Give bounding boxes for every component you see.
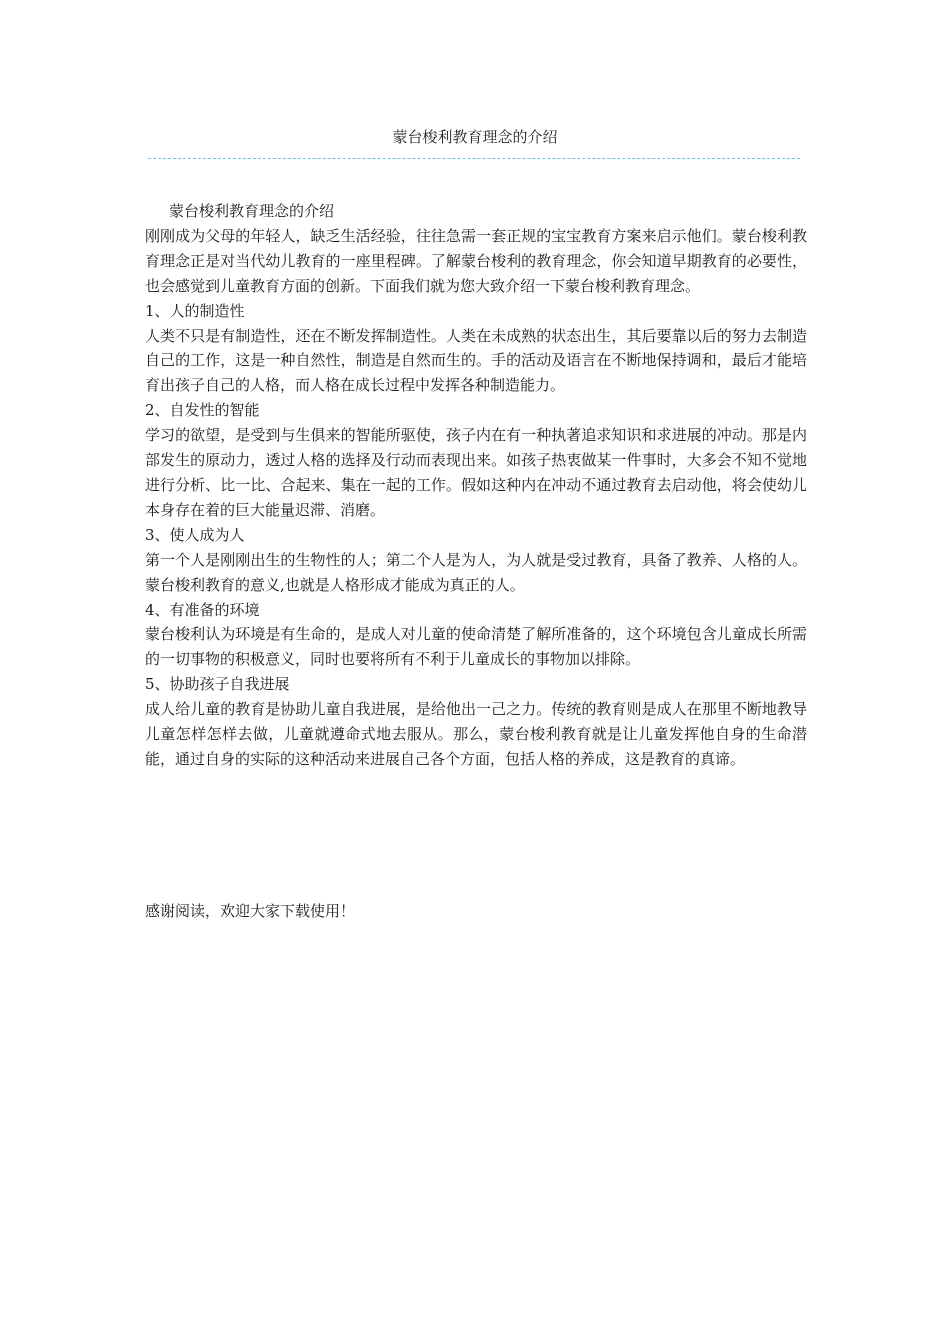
header-dashed-divider	[148, 158, 800, 159]
section-paragraph-4: 蒙台梭利认为环境是有生命的，是成人对儿童的使命清楚了解所准备的，这个环境包含儿童成长所需的一切事物的积极意义，同时也要将所有不利于儿童成长的事物加以排除。	[145, 625, 807, 669]
document-title: 蒙台梭利教育理念的介绍	[169, 202, 335, 220]
section-paragraph-2: 学习的欲望，是受到与生俱来的智能所驱使，孩子内在有一种执著追求知识和求进展的冲动。那是内部发生的原动力，透过人格的选择及行动而表现出来。如孩子热衷做某一件事时，大多会不知不觉地进行分析、比一比、合起来、集在一起的工作。假如这种内在冲动不通过教育去启动他，将会使幼儿本身存在着的巨大能量迟滞、消磨。	[145, 426, 807, 519]
section-heading-1: 1、人的制造性	[145, 301, 245, 320]
section-heading-3: 3、使人成为人	[145, 525, 245, 544]
document-body	[145, 199, 807, 772]
section-heading-2: 2、自发性的智能	[145, 401, 260, 420]
section-heading-4: 4、有准备的环境	[145, 600, 260, 619]
section-paragraph-1: 人类不只是有制造性，还在不断发挥制造性。人类在未成熟的状态出生，其后要靠以后的努力去制造自己的工作，这是一种自然性，制造是自然而生的。手的活动及语言在不断地保持调和，最后才能培育出孩子自己的人格，而人格在成长过程中发挥各种制造能力。	[145, 326, 807, 395]
page-header-title: 蒙台梭利教育理念的介绍	[392, 128, 558, 146]
closing-note: 感谢阅读，欢迎大家下载使用！	[145, 902, 356, 920]
section-heading-5: 5、协助孩子自我进展	[145, 675, 290, 694]
intro-paragraph: 刚刚成为父母的年轻人，缺乏生活经验，往往急需一套正规的宝宝教育方案来启示他们。蒙台梭利教育理念正是对当代幼儿教育的一座里程碑。了解蒙台梭利的教育理念，你会知道早期教育的必要性，也会感觉到儿童教育方面的创新。下面我们就为您大致介绍一下蒙台梭利教育理念。	[145, 226, 807, 295]
section-paragraph-5: 成人给儿童的教育是协助儿童自我进展，是给他出一己之力。传统的教育则是成人在那里不断地教导儿童怎样怎样去做，儿童就遵命式地去服从。那么，蒙台梭利教育就是让儿童发挥他自身的生命潜能，通过自身的实际的这种活动来进展自己各个方面，包括人格的养成，这是教育的真谛。	[145, 700, 807, 768]
section-paragraph-3: 第一个人是刚刚出生的生物性的人；第二个人是为人，为人就是受过教育，具备了教养、人格的人。蒙台梭利教育的意义,也就是人格形成才能成为真正的人。	[145, 550, 807, 594]
